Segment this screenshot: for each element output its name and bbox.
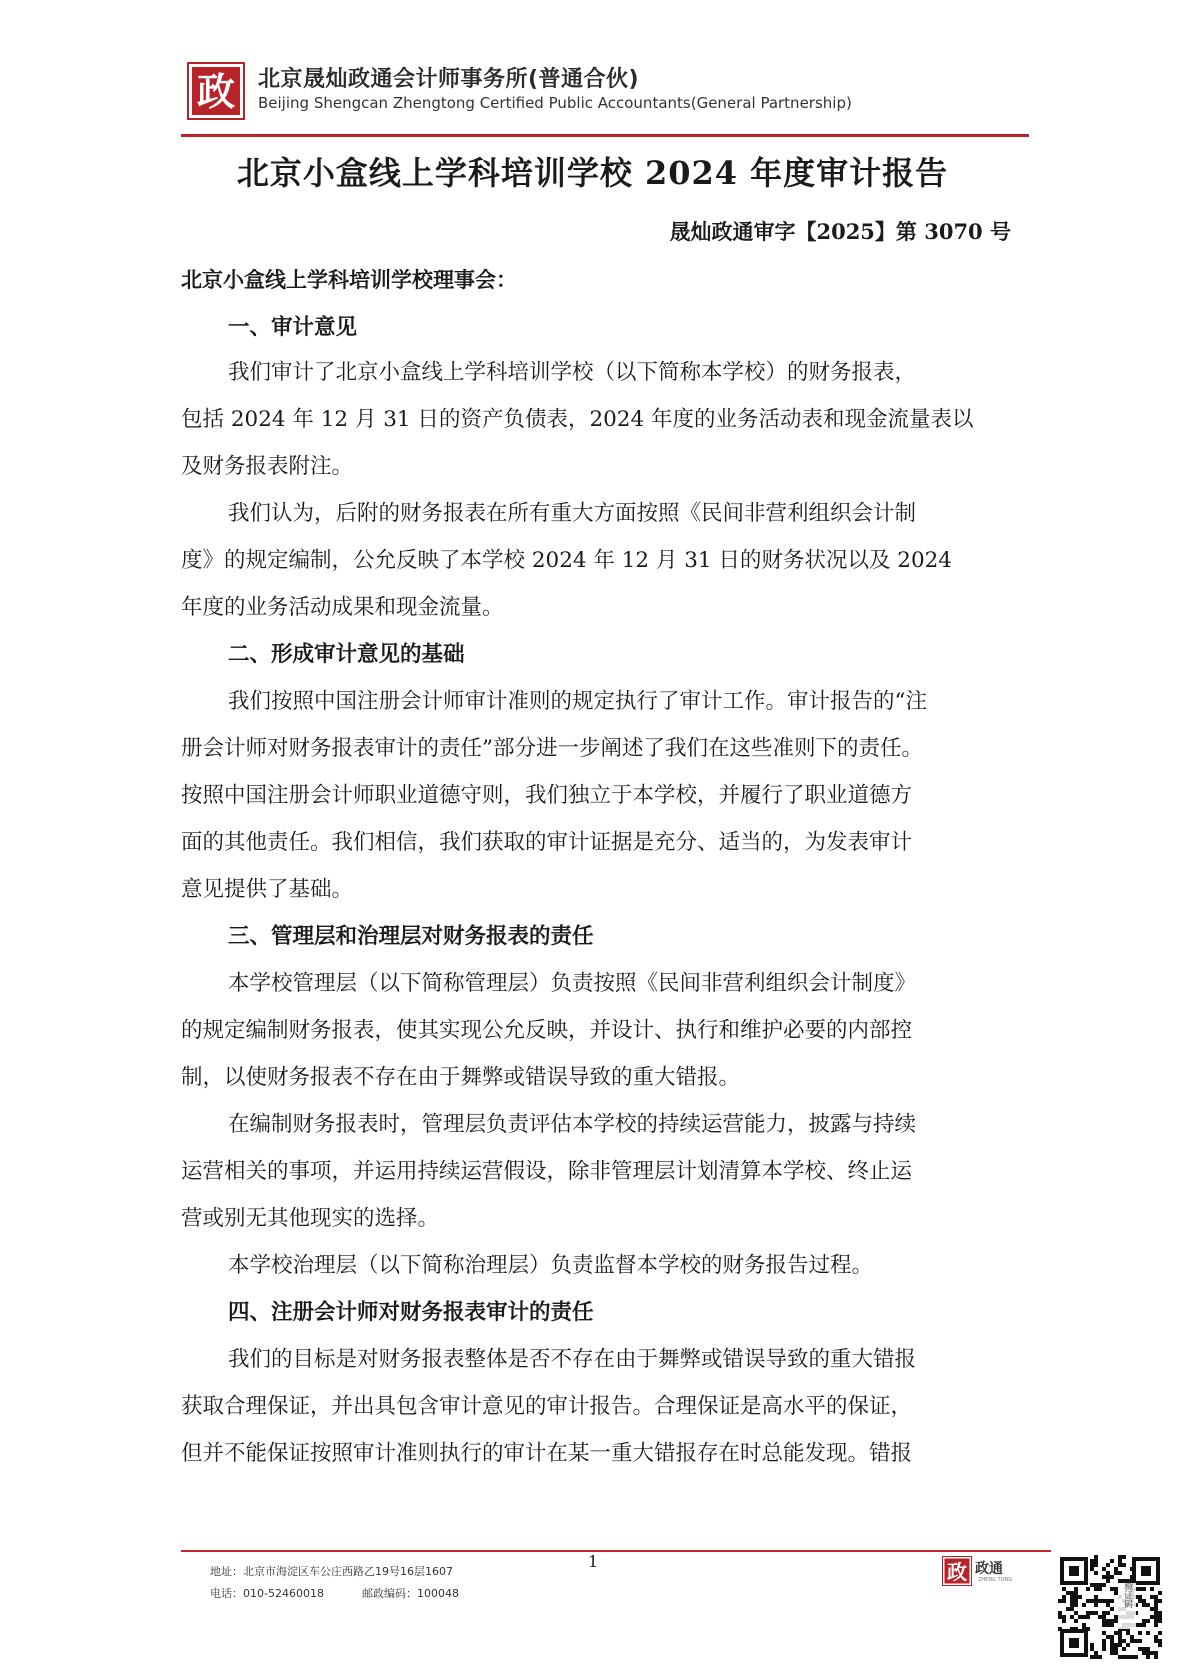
qr-module xyxy=(1114,1647,1118,1651)
qr-module xyxy=(1098,1655,1102,1659)
qr-module xyxy=(1114,1615,1118,1619)
qr-module xyxy=(1090,1611,1094,1615)
qr-module xyxy=(1110,1587,1114,1591)
qr-module xyxy=(1094,1599,1098,1603)
qr-module xyxy=(1110,1607,1114,1611)
footer-postcode: 邮政编码：100048 xyxy=(362,1587,459,1600)
qr-module xyxy=(1154,1607,1158,1611)
qr-module xyxy=(1142,1599,1146,1603)
qr-module xyxy=(1094,1563,1098,1567)
qr-module xyxy=(1138,1647,1142,1651)
verification-qr-code[interactable] xyxy=(1058,1555,1162,1659)
qr-module xyxy=(1058,1611,1062,1615)
qr-module xyxy=(1070,1599,1074,1603)
qr-module xyxy=(1126,1631,1130,1635)
document-title: 北京小盒线上学科培训学校 2024 年度审计报告 xyxy=(236,154,949,192)
qr-module xyxy=(1094,1651,1098,1655)
section-heading: 二、形成审计意见的基础 xyxy=(228,642,465,667)
qr-module xyxy=(1150,1587,1154,1591)
qr-module xyxy=(1106,1571,1110,1575)
qr-module xyxy=(1090,1583,1094,1587)
qr-module xyxy=(1110,1651,1114,1655)
qr-module xyxy=(1110,1599,1114,1603)
qr-module xyxy=(1158,1591,1162,1595)
qr-module xyxy=(1110,1575,1114,1579)
qr-module xyxy=(1102,1567,1106,1571)
qr-module xyxy=(1138,1631,1142,1635)
qr-module xyxy=(1150,1615,1154,1619)
qr-module xyxy=(1154,1651,1158,1655)
qr-module xyxy=(1118,1559,1122,1563)
qr-module xyxy=(1106,1603,1110,1607)
qr-module xyxy=(1118,1655,1122,1659)
qr-module xyxy=(1134,1655,1138,1659)
qr-module xyxy=(1086,1611,1090,1615)
qr-module xyxy=(1118,1555,1122,1559)
qr-module xyxy=(1114,1571,1118,1575)
qr-module xyxy=(1146,1651,1150,1655)
qr-module xyxy=(1106,1575,1110,1579)
qr-module xyxy=(1142,1587,1146,1591)
qr-module xyxy=(1122,1563,1126,1567)
qr-module xyxy=(1074,1603,1078,1607)
qr-module xyxy=(1142,1623,1146,1627)
addressee: 北京小盒线上学科培训学校理事会： xyxy=(181,267,517,292)
paragraph-line: 我们审计了北京小盒线上学科培训学校（以下简称本学校）的财务报表， xyxy=(228,360,917,385)
qr-module xyxy=(1062,1595,1066,1599)
footer-brand-sub: ZHENG TONG xyxy=(978,1577,1013,1583)
qr-module xyxy=(1102,1643,1106,1647)
qr-module xyxy=(1102,1611,1106,1615)
qr-module xyxy=(1118,1563,1122,1567)
paragraph-line: 本学校治理层（以下简称治理层）负责监督本学校的财务报告过程。 xyxy=(228,1253,874,1278)
qr-module xyxy=(1082,1615,1086,1619)
qr-module xyxy=(1118,1639,1122,1643)
section-heading: 四、注册会计师对财务报表审计的责任 xyxy=(228,1300,594,1325)
qr-module xyxy=(1122,1555,1126,1559)
paragraph-line: 我们的目标是对财务报表整体是否不存在由于舞弊或错误导致的重大错报 xyxy=(228,1347,917,1372)
qr-module xyxy=(1146,1603,1150,1607)
qr-module xyxy=(1146,1619,1150,1623)
qr-module xyxy=(1066,1591,1070,1595)
paragraph-line: 册会计师对财务报表审计的责任”部分进一步阐述了我们在这些准则下的责任。 xyxy=(181,736,923,761)
qr-module xyxy=(1122,1639,1126,1643)
qr-module xyxy=(1154,1655,1158,1659)
qr-module xyxy=(1086,1587,1090,1591)
qr-module xyxy=(1102,1647,1106,1651)
paragraph-line: 获取合理保证，并出具包含审计意见的审计报告。合理保证是高水平的保证， xyxy=(181,1394,913,1419)
qr-module xyxy=(1154,1635,1158,1639)
qr-module xyxy=(1158,1631,1162,1635)
footer-phone: 电话：010-52460018 xyxy=(210,1587,324,1600)
paragraph-line: 度》的规定编制，公允反映了本学校 2024 年 12 月 31 日的财务状况以及 2024 xyxy=(181,548,952,573)
qr-module xyxy=(1138,1623,1142,1627)
qr-module xyxy=(1122,1655,1126,1659)
paragraph-line: 及财务报表附注。 xyxy=(181,454,354,479)
qr-module xyxy=(1158,1599,1162,1603)
qr-module xyxy=(1158,1615,1162,1619)
qr-module xyxy=(1110,1639,1114,1643)
qr-module xyxy=(1074,1611,1078,1615)
qr-module xyxy=(1114,1619,1118,1623)
paragraph-line: 运营相关的事项，并运用持续运营假设，除非管理层计划清算本学校、终止运 xyxy=(181,1159,913,1184)
qr-module xyxy=(1070,1607,1074,1611)
paragraph-line: 按照中国注册会计师职业道德守则，我们独立于本学校，并履行了职业道德方 xyxy=(181,783,913,808)
qr-module xyxy=(1090,1655,1094,1659)
qr-module xyxy=(1070,1603,1074,1607)
paragraph-line: 年度的业务活动成果和现金流量。 xyxy=(181,595,504,620)
qr-module xyxy=(1062,1587,1066,1591)
firm-name-cn: 北京晟灿政通会计师事务所(普通合伙) xyxy=(258,67,640,92)
qr-module xyxy=(1158,1619,1162,1623)
qr-module xyxy=(1142,1651,1146,1655)
qr-module xyxy=(1082,1623,1086,1627)
qr-module xyxy=(1094,1583,1098,1587)
qr-module xyxy=(1106,1635,1110,1639)
paragraph-line: 本学校管理层（以下简称管理层）负责按照《民间非营利组织会计制度》 xyxy=(228,971,917,996)
footer-logo xyxy=(942,1556,972,1586)
qr-module xyxy=(1058,1599,1062,1603)
qr-module xyxy=(1078,1595,1082,1599)
qr-module xyxy=(1102,1575,1106,1579)
svg-text:政: 政 xyxy=(947,1560,967,1584)
qr-module xyxy=(1070,1595,1074,1599)
qr-module xyxy=(1154,1619,1158,1623)
footer-brand: 政通 xyxy=(975,1561,1003,1577)
qr-module xyxy=(1074,1591,1078,1595)
qr-module xyxy=(1090,1643,1094,1647)
qr-module xyxy=(1154,1603,1158,1607)
qr-module xyxy=(1086,1599,1090,1603)
qr-module xyxy=(1118,1571,1122,1575)
qr-module xyxy=(1098,1587,1102,1591)
qr-module xyxy=(1146,1631,1150,1635)
qr-module xyxy=(1114,1587,1118,1591)
qr-module xyxy=(1110,1643,1114,1647)
qr-module xyxy=(1090,1647,1094,1651)
svg-text:政: 政 xyxy=(196,69,236,114)
qr-module xyxy=(1126,1655,1130,1659)
section-heading: 一、审计意见 xyxy=(228,315,358,340)
paragraph-line: 的规定编制财务报表，使其实现公允反映，并设计、执行和维护必要的内部控 xyxy=(181,1018,913,1043)
qr-module xyxy=(1094,1595,1098,1599)
qr-module xyxy=(1138,1639,1142,1643)
paragraph-line: 制，以使财务报表不存在由于舞弊或错误导致的重大错报。 xyxy=(181,1065,741,1090)
qr-module xyxy=(1094,1587,1098,1591)
qr-module xyxy=(1094,1559,1098,1563)
qr-module xyxy=(1134,1639,1138,1643)
qr-module xyxy=(1090,1567,1094,1571)
qr-module xyxy=(1094,1603,1098,1607)
qr-module xyxy=(1110,1559,1114,1563)
qr-module xyxy=(1090,1599,1094,1603)
footer-address: 地址：北京市海淀区车公庄西路乙19号16层1607 xyxy=(210,1565,453,1578)
section-heading: 三、管理层和治理层对财务报表的责任 xyxy=(228,924,594,949)
qr-module xyxy=(1058,1615,1062,1619)
paragraph-line: 包括 2024 年 12 月 31 日的资产负债表，2024 年度的业务活动表和现金流量表以 xyxy=(181,407,974,432)
qr-module xyxy=(1114,1591,1118,1595)
qr-module xyxy=(1110,1635,1114,1639)
qr-module xyxy=(1150,1607,1154,1611)
svg-text:验证码: 验证码 xyxy=(1122,1581,1132,1609)
qr-module xyxy=(1114,1643,1118,1647)
qr-module xyxy=(1138,1595,1142,1599)
qr-module xyxy=(1154,1611,1158,1615)
paragraph-line: 营或别无其他现实的选择。 xyxy=(181,1206,440,1231)
qr-module xyxy=(1150,1651,1154,1655)
qr-module xyxy=(1138,1587,1142,1591)
qr-module xyxy=(1094,1611,1098,1615)
qr-module xyxy=(1110,1619,1114,1623)
qr-module xyxy=(1082,1603,1086,1607)
qr-module xyxy=(1098,1599,1102,1603)
qr-module xyxy=(1142,1647,1146,1651)
qr-module xyxy=(1086,1615,1090,1619)
qr-module xyxy=(1094,1655,1098,1659)
qr-module xyxy=(1070,1591,1074,1595)
qr-module xyxy=(1114,1567,1118,1571)
firm-logo xyxy=(187,62,245,120)
qr-module xyxy=(1130,1639,1134,1643)
qr-module xyxy=(1074,1619,1078,1623)
qr-module xyxy=(1118,1635,1122,1639)
qr-module xyxy=(1102,1619,1106,1623)
paragraph-line: 我们认为，后附的财务报表在所有重大方面按照《民间非营利组织会计制 xyxy=(228,501,917,526)
qr-module xyxy=(1126,1643,1130,1647)
qr-module xyxy=(1062,1599,1066,1603)
qr-module xyxy=(1154,1623,1158,1627)
qr-module xyxy=(1154,1595,1158,1599)
qr-module xyxy=(1158,1643,1162,1647)
qr-module xyxy=(1090,1559,1094,1563)
qr-module xyxy=(1078,1615,1082,1619)
qr-module xyxy=(1142,1603,1146,1607)
qr-module xyxy=(1146,1655,1150,1659)
qr-module xyxy=(1130,1635,1134,1639)
qr-module xyxy=(1114,1631,1118,1635)
qr-module xyxy=(1154,1615,1158,1619)
qr-module xyxy=(1146,1647,1150,1651)
qr-module xyxy=(1066,1607,1070,1611)
qr-module xyxy=(1106,1619,1110,1623)
footer-seal-icon xyxy=(942,1556,972,1586)
paragraph-line: 在编制财务报表时，管理层负责评估本学校的持续运营能力，披露与持续 xyxy=(228,1112,917,1137)
qr-module xyxy=(1102,1631,1106,1635)
qr-module xyxy=(1154,1599,1158,1603)
qr-module xyxy=(1106,1579,1110,1583)
qr-module xyxy=(1142,1619,1146,1623)
qr-module xyxy=(1102,1599,1106,1603)
qr-code-icon xyxy=(1058,1555,1162,1659)
qr-module xyxy=(1122,1647,1126,1651)
paragraph-line: 意见提供了基础。 xyxy=(181,877,354,902)
qr-module xyxy=(1098,1615,1102,1619)
paragraph-line: 但并不能保证按照审计准则执行的审计在某一重大错报存在时总能发现。错报 xyxy=(181,1441,913,1466)
page-number: 1 xyxy=(588,1552,599,1571)
qr-module xyxy=(1138,1599,1142,1603)
qr-module xyxy=(1118,1643,1122,1647)
qr-module xyxy=(1154,1639,1158,1643)
qr-module xyxy=(1110,1647,1114,1651)
qr-module xyxy=(1094,1555,1098,1559)
qr-module xyxy=(1114,1651,1118,1655)
qr-module xyxy=(1102,1583,1106,1587)
firm-name-en: Beijing Shengcan Zhengtong Certified Public Accountants(General Partnership) xyxy=(258,94,852,112)
paragraph-line: 我们按照中国注册会计师审计准则的规定执行了审计工作。审计报告的“注 xyxy=(228,689,927,714)
qr-module xyxy=(1074,1587,1078,1591)
qr-module xyxy=(1074,1599,1078,1603)
qr-module xyxy=(1158,1639,1162,1643)
qr-module xyxy=(1062,1619,1066,1623)
qr-module xyxy=(1106,1611,1110,1615)
firm-seal-icon xyxy=(187,62,245,120)
footer-divider xyxy=(181,1550,1051,1552)
reference-number: 晟灿政通审字【2025】第 3070 号 xyxy=(669,219,1011,244)
qr-module xyxy=(1102,1639,1106,1643)
qr-module xyxy=(1106,1599,1110,1603)
qr-module xyxy=(1102,1623,1106,1627)
qr-module xyxy=(1094,1571,1098,1575)
qr-module xyxy=(1090,1563,1094,1567)
header-divider xyxy=(181,134,1029,137)
qr-module xyxy=(1074,1595,1078,1599)
qr-module xyxy=(1158,1611,1162,1615)
qr-module xyxy=(1150,1595,1154,1599)
qr-module xyxy=(1102,1615,1106,1619)
qr-module xyxy=(1098,1583,1102,1587)
qr-module xyxy=(1118,1631,1122,1635)
qr-module xyxy=(1130,1655,1134,1659)
paragraph-line: 面的其他责任。我们相信，我们获取的审计证据是充分、适当的，为发表审计 xyxy=(181,830,913,855)
qr-module xyxy=(1106,1623,1110,1627)
qr-module xyxy=(1110,1623,1114,1627)
qr-module xyxy=(1106,1563,1110,1567)
qr-module xyxy=(1070,1615,1074,1619)
qr-module xyxy=(1062,1615,1066,1619)
